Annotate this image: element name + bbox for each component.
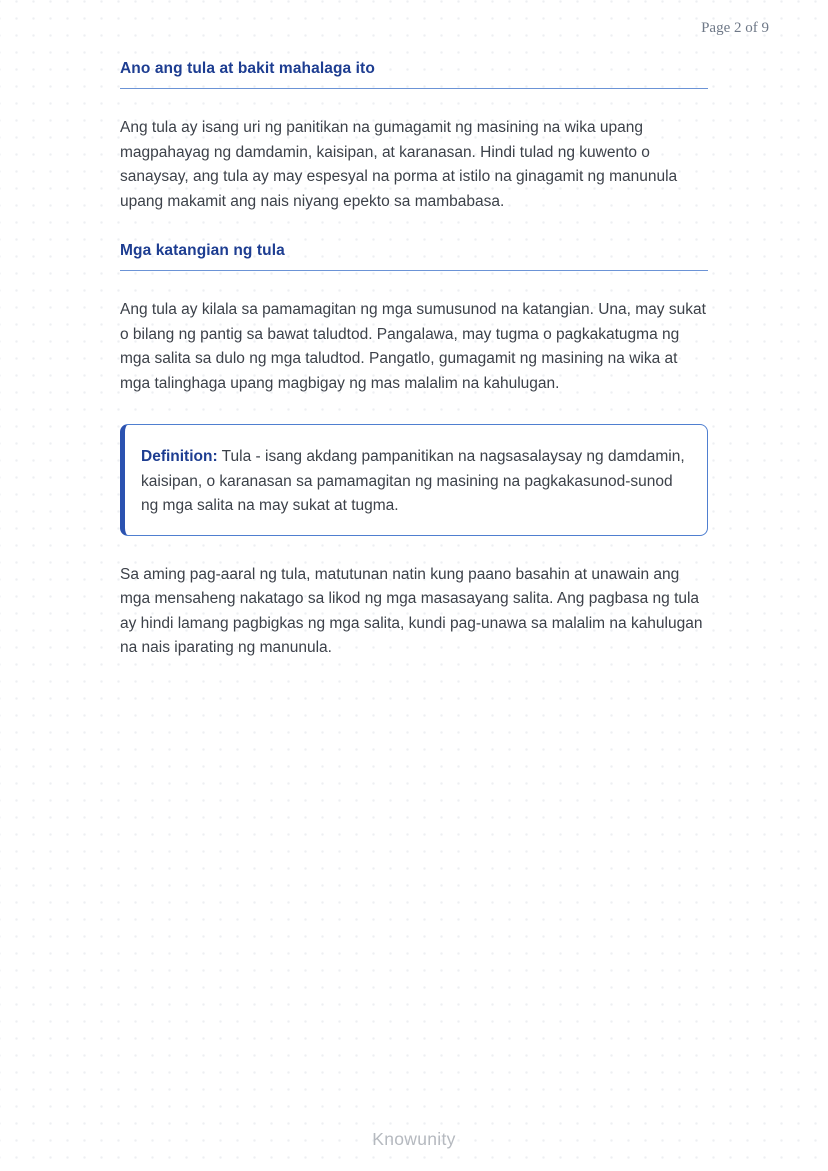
definition-callout-box	[120, 424, 708, 536]
definition-text: Tula - isang akdang pampanitikan na nagsasalaysay ng damdamin, kaisipan, o karanasan sa pamamagitan ng masining na pagkakasunod-sunod ng mga salita na may sukat at tugma.	[141, 448, 685, 514]
section-heading-ano-ang-tula: Ano ang tula at bakit mahalaga ito	[120, 60, 708, 89]
section-body-ano-ang-tula: Ang tula ay isang uri ng panitikan na gumagamit ng masining na wika upang magpahayag ng damdamin, kaisipan, at karanasan. Hindi tulad ng kuwento o sanaysay, ang tula ay may espesyal na porma at istilo na ginagamit ng manunula upang makamit ang nais niyang epekto sa mambabasa.	[120, 119, 678, 210]
section-body-mga-katangian: Ang tula ay kilala sa pamamagitan ng mga sumusunod na katangian. Una, may sukat o bilang ng pantig sa bawat taludtod. Pangalawa, may tugma o pagkakatugma ng mga salita sa dulo ng mga taludtod. Pangatlo, gumagamit ng masining na wika at mga talinghaga upang magbigay ng mas malalim na kahulugan.	[120, 301, 706, 392]
footer-brand-watermark: Knowunity	[372, 1129, 456, 1149]
document-content	[120, 60, 708, 689]
definition-label: Definition:	[141, 448, 218, 465]
section-heading-mga-katangian: Mga katangian ng tula	[120, 242, 708, 271]
closing-paragraph: Sa aming pag-aaral ng tula, matutunan natin kung paano basahin at unawain ang mga mensaheng nakatago sa likod ng mga masasayang salita. Ang pagbasa ng tula ay hindi lamang pagbigkas ng mga salita, kundi pag-unawa sa malalim na kahulugan na nais iparating ng manunula.	[120, 565, 703, 656]
page-indicator: Page 2 of 9	[701, 20, 769, 36]
